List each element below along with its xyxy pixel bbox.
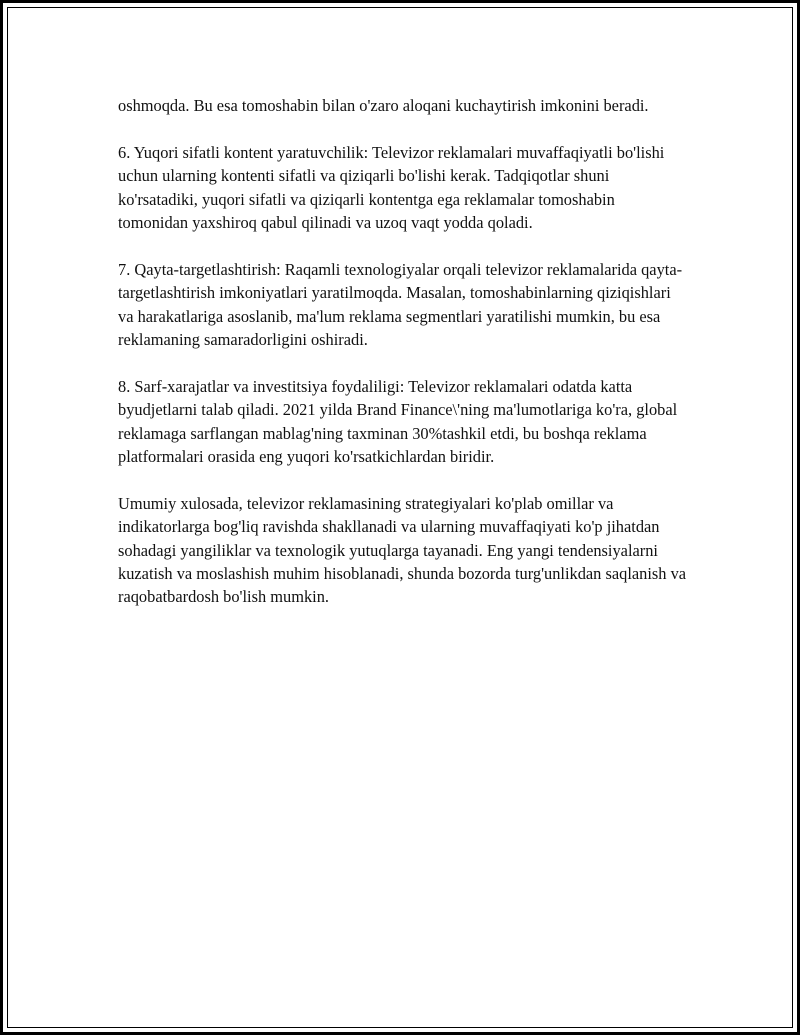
paragraph-item-8: 8. Sarf-xarajatlar va investitsiya foydaliligi: Televizor reklamalari odatda katta byudjetlarni talab qiladi. 2021 yilda Brand Finance\'ning ma'lumotlariga ko'ra, global reklamaga sarflangan mablag'ning taxminan 30%tashkil etdi, bu boshqa reklama platformalari orasida eng yuqori ko'rsatkichlardan biridir. (118, 376, 678, 467)
paragraph-continuation: oshmoqda. Bu esa tomoshabin bilan o'zaro aloqani kuchaytirish imkonini beradi. (118, 96, 649, 115)
paragraph-item-6: 6. Yuqori sifatli kontent yaratuvchilik: Televizor reklamalari muvaffaqiyatli bo'lishi uchun ularning kontenti sifatli va qiziqarli bo'lishi kerak. Tadqiqotlar shuni ko'rsatadiki, yuqori sifatli va qiziqarli kontentga ega reklamalar tomoshabin tomonidan yaxshiroq qabul qilinadi va uzoq vaqt yodda qoladi. (118, 142, 665, 233)
paragraph-conclusion: Umumiy xulosada, televizor reklamasining strategiyalari ko'plab omillar va indikatorlarga bog'liq ravishda shakllanadi va ularning muvaffaqiyati ko'p jihatdan sohadagi yangiliklar va texnologik yutuqlarga tayanadi. Eng yangi tendensiyalarni kuzatish va moslashish muhim hisoblanadi, shunda bozorda turg'unlikdan saqlanish va raqobatbardosh bo'lish mumkin. (118, 493, 687, 607)
document-body (118, 94, 688, 632)
paragraph-item-7: 7. Qayta-targetlashtirish: Raqamli texnologiyalar orqali televizor reklamalarida qayta-targetlashtirish imkoniyatlari yaratilmoqda. Masalan, tomoshabinlarning qiziqishlari va harakatlariga asoslanib, ma'lum reklama segmentlari yaratilishi mumkin, bu esa reklamaning samaradorligini oshiradi. (118, 259, 683, 350)
